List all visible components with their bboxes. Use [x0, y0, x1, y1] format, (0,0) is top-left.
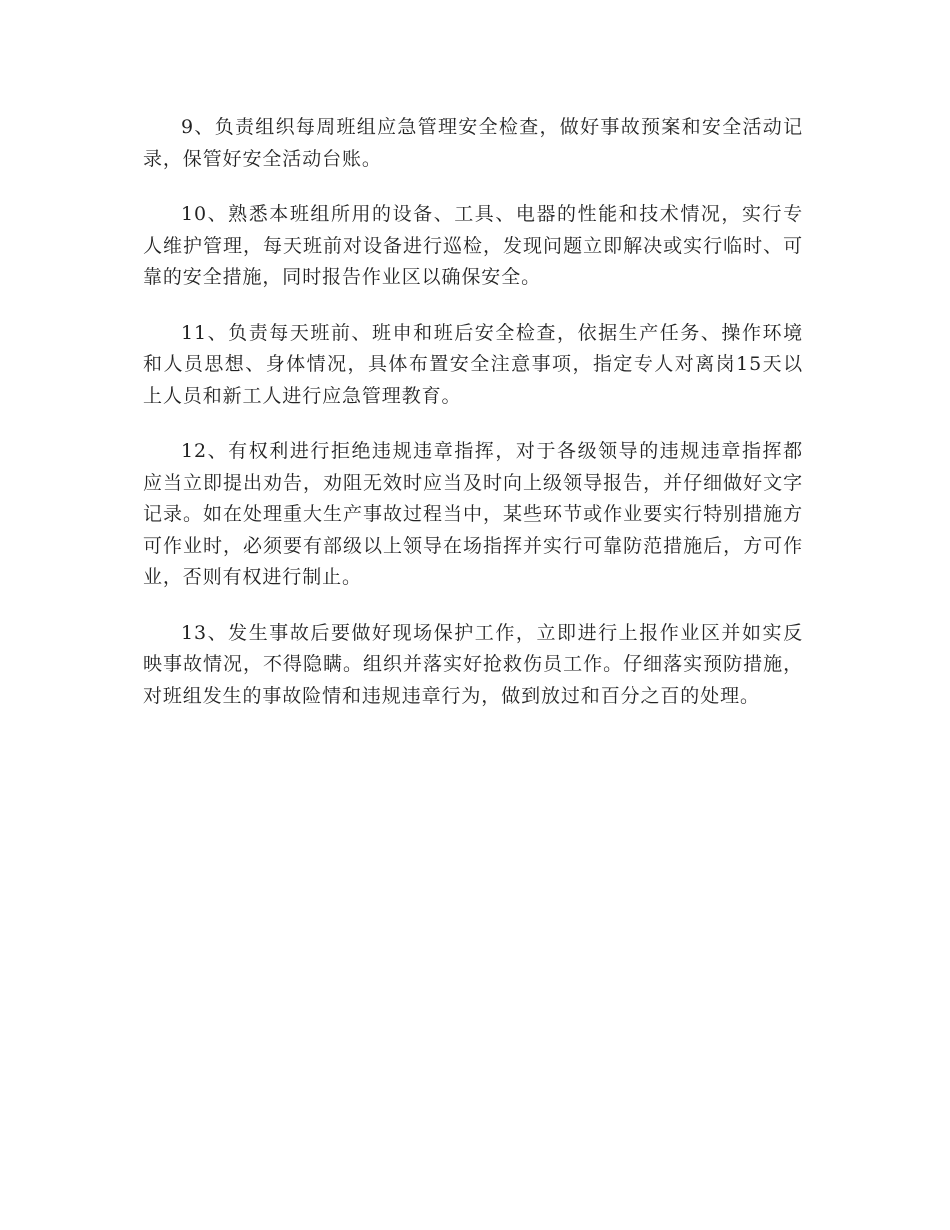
paragraph-13: 13、发生事故后要做好现场保护工作，立即进行上报作业区并如实反映事故情况，不得隐瞒。组织并落实好抢救伤员工作。仔细落实预防措施，对班组发生的事故险情和违规违章行为，做到放过和百分之百的处理。	[143, 621, 803, 707]
document-page	[143, 112, 803, 736]
paragraph-12: 12、有权利进行拒绝违规违章指挥，对于各级领导的违规违章指挥都应当立即提出劝告，劝阻无效时应当及时向上级领导报告，并仔细做好文字记录。如在处理重大生产事故过程当中，某些环节或作业要实行特别措施方可作业时，必须要有部级以上领导在场指挥并实行可靠防范措施后，方可作业，否则有权进行制止。	[143, 440, 803, 588]
paragraph-11: 11、负责每天班前、班申和班后安全检查，依据生产任务、操作环境和人员思想、身体情况，具体布置安全注意事项，指定专人对离岗15天以上人员和新工人进行应急管理教育。	[143, 321, 803, 407]
paragraph-9: 9、负责组织每周班组应急管理安全检查，做好事故预案和安全活动记录，保管好安全活动台账。	[143, 116, 803, 170]
paragraph-10: 10、熟悉本班组所用的设备、工具、电器的性能和技术情况，实行专人维护管理，每天班前对设备进行巡检，发现问题立即解决或实行临时、可靠的安全措施，同时报告作业区以确保安全。	[143, 203, 803, 288]
